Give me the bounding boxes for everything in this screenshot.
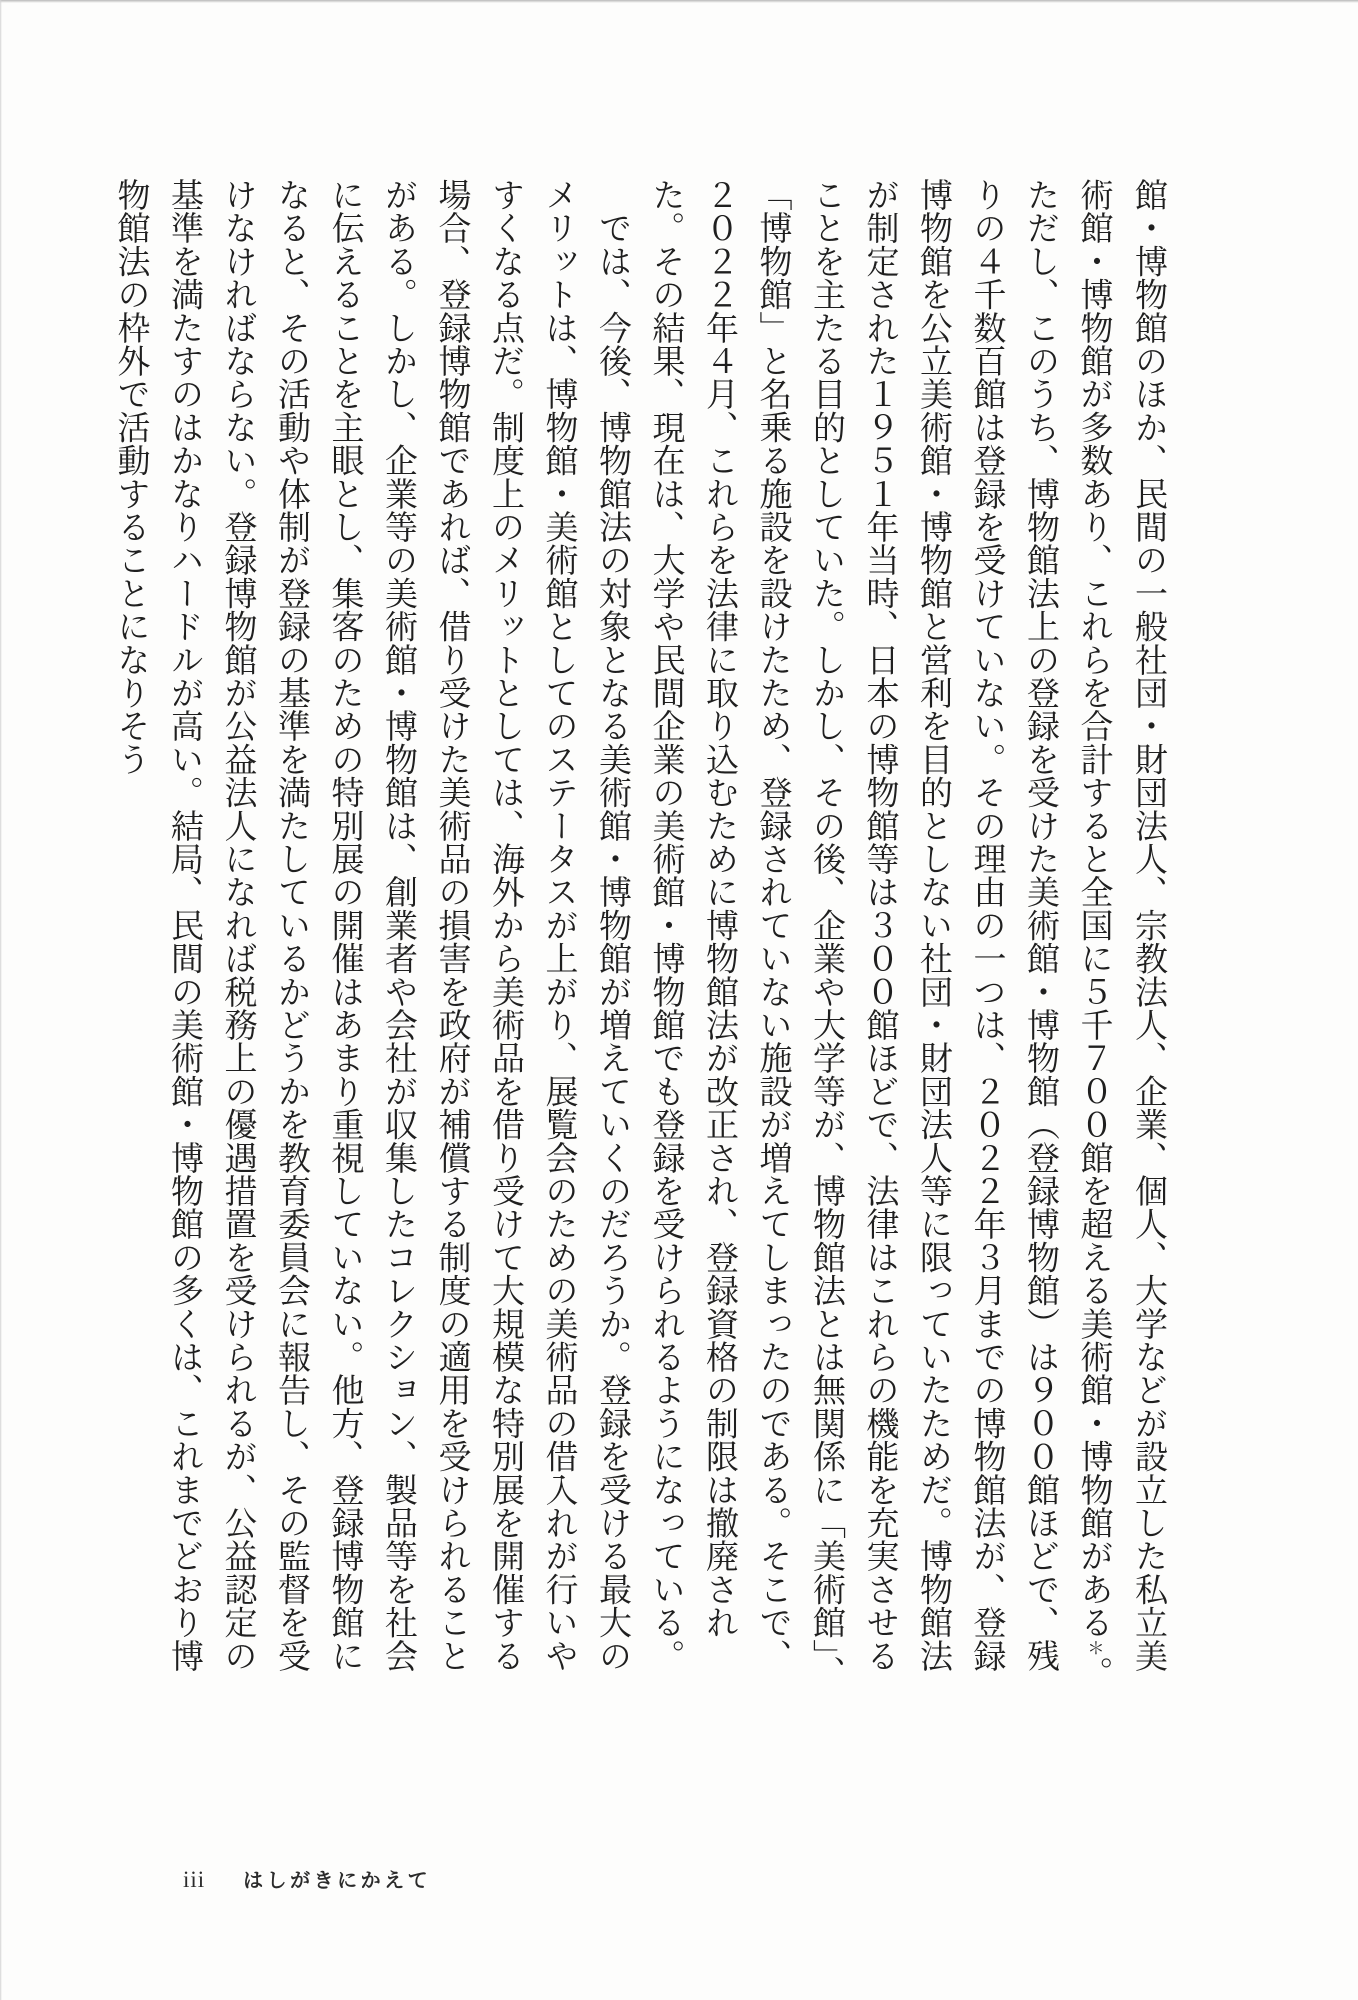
- paragraph-text: 館・博物館のほか、民間の一般社団・財団法人、宗教法人、企業、個人、大学などが設立した私立美術館・博物館が多数あり、これらを合計すると全国に５千７００館を超える美術館・博物館がある: [1075, 178, 1166, 1672]
- paragraph-registration-outlook: [103, 178, 638, 1702]
- paragraph-text: 。ただし、このうち、博物館法上の登録を受けた美術館・博物館（登録博物館）は９００館ほどで、残りの４千数百館は登録を受けていない。その理由の一つは、２０２２年３月までの博物館法が、登録博物館を公立美術館・博物館と営利を目的としない社団・財団法人等に限っていたためだ。博物館法が制定された１９５１年当時、日本の博物館等は３００館ほどで、法律はこれらの機能を充実させることを主たる目的としていた。しかし、その後、企業や大学等が、博物館法とは無関係に「美術館」、「博物館」と名乗る施設を設けたため、登録されていない施設が増えてしまったのである。そこで、２０２２年４月、これらを法律に取り込むために博物館法が改正され、登録資格の制限は撤廃された。その結果、現在は、大学や民間企業の美術館・博物館でも登録を受けられるようになっている。: [647, 178, 1112, 1690]
- scan-edge: [0, 0, 1358, 3]
- main-text-vertical: [112, 178, 1174, 1702]
- page-number: iii: [183, 1867, 206, 1892]
- paragraph-museum-counts: [638, 178, 1174, 1702]
- footnote-asterisk: ＊: [1084, 1638, 1104, 1657]
- paragraph-text: では、今後、博物館法の対象となる美術館・博物館が増えていくのだろうか。登録を受ける最大のメリットは、博物館・美術館としてのステータスが上がり、展覧会のための美術品の借入れが行いやすくなる点だ。制度上のメリットとしては、海外から美術品を借り受けて大規模な特別展を開催する場合、登録博物館であれば、借り受けた美術品の損害を政府が補償する制度の適用を受けられることがある。しかし、企業等の美術館・博物館は、創業者や会社が収集したコレクション、製品等を社会に伝えることを主眼とし、集客のための特別展の開催はあまり重視していない。他方、登録博物館になると、その活動や体制が登録の基準を満たしているかどうかを教育委員会に報告し、その監督を受けなければならない。登録博物館が公益法人になれば税務上の優遇措置を受けられるが、公益認定の基準を満たすのはかなりハードルが高い。結局、民間の美術館・博物館の多くは、これまでどおり博物館法の枠外で活動することになりそう: [112, 178, 630, 1672]
- page-footer: [183, 1864, 431, 1893]
- running-header: はしがきにかえて: [243, 1870, 432, 1892]
- scan-edge: [0, 0, 2, 2000]
